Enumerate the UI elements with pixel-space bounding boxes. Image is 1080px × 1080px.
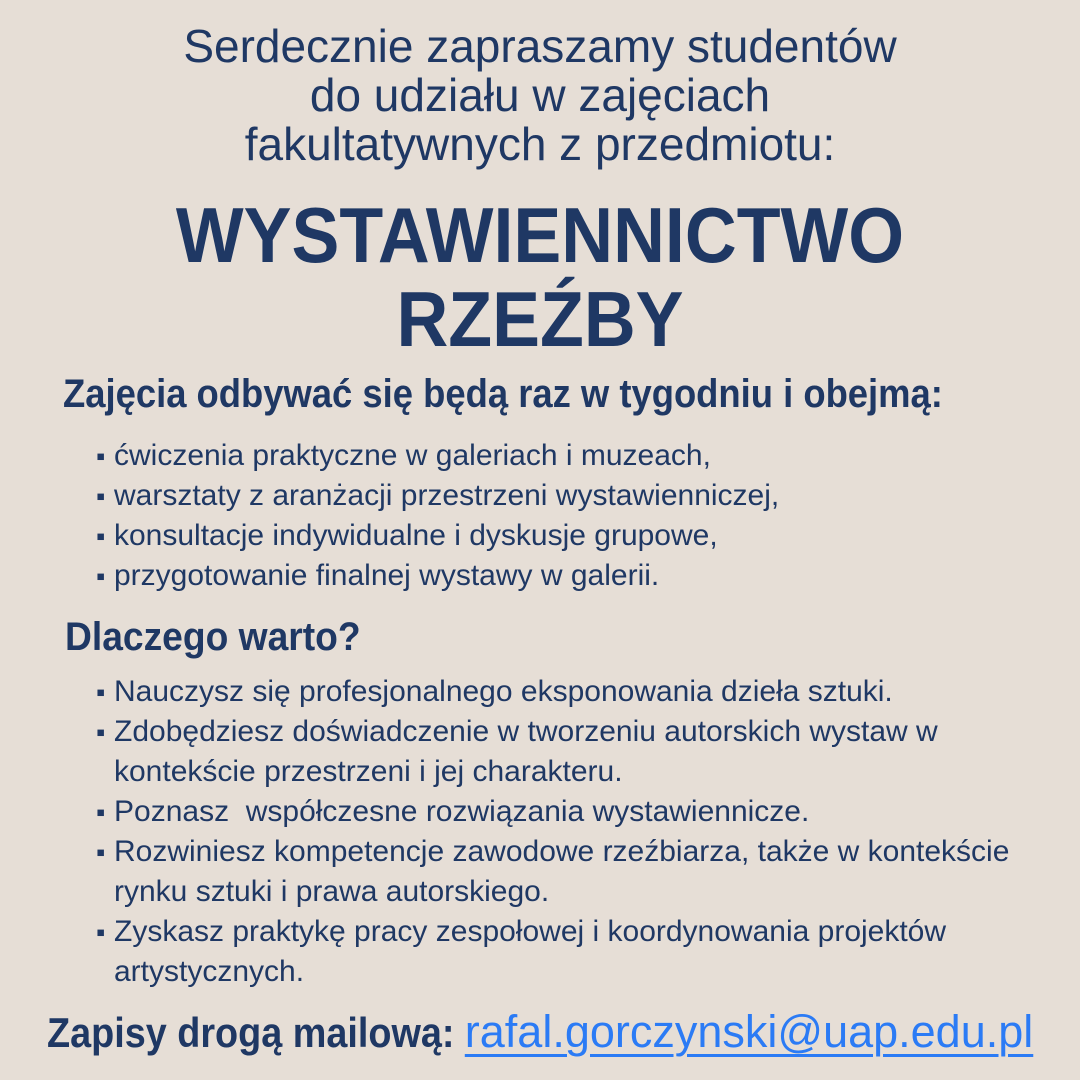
intro-line: Serdecznie zapraszamy studentów [183,20,897,72]
list-item [96,556,1038,596]
list-item [96,832,1038,912]
bullet-square-icon: ▪ [96,441,106,471]
list-item-text: Zdobędziesz doświadczenie w tworzeniu autorskich wystaw w kontekście przestrzeni i jej charakteru. [114,715,947,788]
bullet-square-icon: ▪ [96,917,106,947]
course-title-line: RZEŹBY [396,275,684,363]
benefits-heading: Dlaczego warto? [65,615,361,659]
list-item-text: warsztaty z aranżacji przestrzeni wystawienniczej, [114,479,780,512]
list-item [96,516,1038,556]
benefits-list [96,672,1038,992]
list-item [96,912,1038,992]
list-item [96,672,1038,712]
list-item [96,792,1038,832]
list-item-text: Rozwiniesz kompetencje zawodowe rzeźbiarza, także w kontekście rynku sztuki i prawa autorskiego. [114,835,1018,908]
list-item [96,712,1038,792]
list-item-text: przygotowanie finalnej wystawy w galerii. [114,559,660,592]
intro-line: do udziału w zajęciach [309,69,771,121]
intro-text [0,22,1080,169]
bullet-square-icon: ▪ [96,677,106,707]
bullet-square-icon: ▪ [96,481,106,511]
list-item-text: Poznasz współczesne rozwiązania wystawiennicze. [114,795,810,828]
course-title-line: WYSTAWIENNICTWO [175,191,905,279]
bullet-square-icon: ▪ [96,717,106,747]
course-title [0,193,1080,361]
signup-email-link[interactable]: rafal.gorczynski@uap.edu.pl [464,1006,1034,1057]
signup-row [47,1006,1033,1059]
list-item-text: konsultacje indywidualne i dyskusje grupowe, [114,519,718,552]
list-item-text: Nauczysz się profesjonalnego eksponowania dzieła sztuki. [114,675,893,708]
list-item [96,476,1038,516]
bullet-square-icon: ▪ [96,561,106,591]
bullet-square-icon: ▪ [96,797,106,827]
bullet-square-icon: ▪ [96,521,106,551]
list-item-text: Zyskasz praktykę pracy zespołowej i koordynowania projektów artystycznych. [114,915,955,988]
intro-line: fakultatywnych z przedmiotu: [244,118,836,170]
schedule-list [96,436,1038,596]
bullet-square-icon: ▪ [96,837,106,867]
signup-label: Zapisy drogą mailową: [47,1009,455,1056]
schedule-heading: Zajęcia odbywać się będą raz w tygodniu i obejmą: [63,372,943,416]
list-item-text: ćwiczenia praktyczne w galeriach i muzeach, [114,439,711,472]
list-item [96,436,1038,476]
